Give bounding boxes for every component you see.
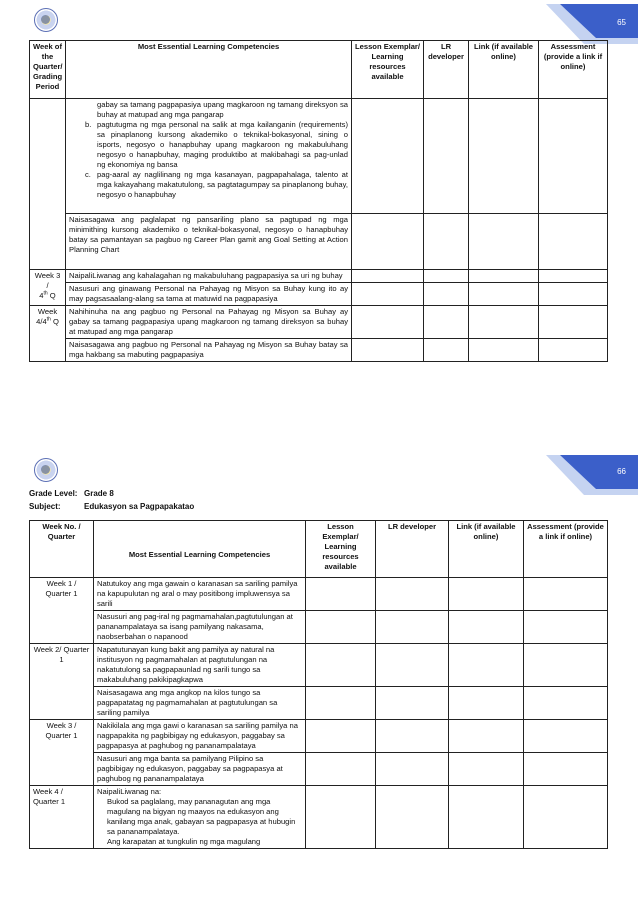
competency-intro: NaipaliLiwanag na: (97, 787, 162, 797)
table-row (30, 786, 608, 849)
week-cell: Week 2/ Quarter 1 (30, 644, 94, 720)
subject-value: Edukasyon sa Pagpapakatao (84, 502, 195, 511)
competency-body-2: Ang karapatan at tungkulin ng mga magulang (107, 837, 261, 847)
grade-level-value: Grade 8 (84, 489, 114, 498)
competency-cell: Naisasagawa ang mga angkop na kilos tungo sa pagpapatatag ng pagmamahalan at pagtutulungan sa sariling pamilya (94, 687, 306, 720)
table-row (30, 753, 608, 786)
subject-label: Subject: (29, 502, 61, 511)
table-row (30, 720, 608, 753)
competency-cell: Nasusuri ang mga banta sa pamilyang Pilipino sa pagbibigay ng edukasyon, paggabay sa pagpapasya at paghubog ng pananampalataya (94, 753, 306, 786)
page-number: 65 (617, 18, 626, 27)
table-header-row (30, 521, 608, 578)
competency-cell: Nahihinuha na ang pagbuo ng Personal na Pahayag ng Misyon sa Buhay ay gabay sa tamang pagpapasiya upang magkaroon ng tamang direksyon sa buhay at matupad ang mga pangarap (66, 306, 352, 339)
table-row (30, 644, 608, 687)
table-row (30, 578, 608, 611)
header-assessment: Assessment (provide a link if online) (524, 521, 608, 578)
competency-cell: gabay sa tamang pagpapasiya upang magkaroon ng tamang direksyon sa buhay at matupad ang mga pangarap b. pagtutugma ng mga personal na salik at mga kailanganin (requirements) sa pinaplanong kursong akademiko o teknikal-bokasyonal, sining o isports, negosyo o hanapbuhay upang magkaroon ng makabuluhang negosyo o hanapbuhay, maging produktibo at makibahagi sa pag-unlad ng ekonomiya ng bansa c. pag-aaral ay naglilinang ng mga kasanayan, pagpapahalaga, talento at mga kakayahang makatutulong, sa pagtatagumpay sa pinaplanong buhay, negosyo o hanapbuhay (66, 99, 352, 214)
week-cell: Week 3 / 4th Q (30, 270, 66, 306)
subject-line (29, 502, 194, 513)
header-link: Link (if available online) (449, 521, 524, 578)
grade-level-line (29, 489, 114, 500)
week-cell: Week 4 / Quarter 1 (30, 786, 94, 849)
melc-table-66 (29, 520, 608, 849)
header-week: Week of the Quarter/ Grading Period (30, 41, 66, 99)
header-melc: Most Essential Learning Competencies (66, 41, 352, 99)
header-lr: LR developer (376, 521, 449, 578)
competency-cell: Naisasagawa ang paglalapat ng pansariling plano sa pagtupad ng mga minimithing kursong akademiko o teknikal-bokasyonal, negosyo o hanapbuhay batay sa pamantayan sa pagbuo ng Career Plan gamit ang Goal Setting at Action Planning Chart (66, 214, 352, 270)
competency-cell (94, 786, 306, 849)
table-row (30, 306, 608, 339)
table-header-row (30, 41, 608, 99)
deped-seal-icon (34, 458, 58, 482)
header-week: Week No. / Quarter (30, 521, 94, 578)
table-row (30, 270, 608, 283)
table-row (30, 99, 608, 214)
competency-cell: Natutukoy ang mga gawain o karanasan sa sariling pamilya na kapupulutan ng aral o may positibong impluwensya sa sarili (94, 578, 306, 611)
competency-item-c: pag-aaral ay naglilinang ng mga kasanayan, pagpapahalaga, talento at mga kakayahang makatutulong, sa pagtatagumpay sa pinaplanong buhay, negosyo o hanapbuhay (97, 170, 348, 200)
melc-table-65 (29, 40, 608, 362)
table-row (30, 687, 608, 720)
table-row (30, 214, 608, 270)
header-link: Link (if available online) (469, 41, 539, 99)
week-cell: Week 4/4th Q (30, 306, 66, 362)
header-melc: Most Essential Learning Competencies (94, 521, 306, 578)
grade-level-label: Grade Level: (29, 489, 78, 498)
deped-seal-icon (34, 8, 58, 32)
competency-cell: Nasusuri ang ginawang Personal na Pahayag ng Misyon sa Buhay kung ito ay may pagsasaalang-alang sa tama at matuwid na pagpapasiya (66, 283, 352, 306)
page-separator (0, 420, 638, 447)
competency-cell: Nakikilala ang mga gawi o karanasan sa sariling pamilya na nagpapakita ng pagbibigay ng edukasyon, paggabay sa pagpapasya at paghubog ng pananampalataya (94, 720, 306, 753)
header-assessment: Assessment (provide a link if online) (539, 41, 608, 99)
table-row (30, 339, 608, 362)
week-cell: Week 1 / Quarter 1 (30, 578, 94, 644)
page-number: 66 (617, 467, 626, 476)
competency-cell: Naisasagawa ang pagbuo ng Personal na Pahayag ng Misyon sa Buhay batay sa mga hakbang sa mabuting pagpapasiya (66, 339, 352, 362)
page-66 (0, 447, 638, 902)
competency-cell: NaipaliLiwanag ang kahalagahan ng makabuluhang pagpapasiya sa uri ng buhay (66, 270, 352, 283)
header-lesson: Lesson Exemplar/ Learning resources available (352, 41, 424, 99)
table-row (30, 611, 608, 644)
competency-body: Bukod sa paglalang, may pananagutan ang mga magulang na bigyan ng maayos na edukasyon ang kanilang mga anak, gabayan sa pagpapasya at hubugin sa pananampalataya. (107, 797, 296, 837)
competency-item-b: pagtutugma ng mga personal na salik at mga kailanganin (requirements) sa pinaplanong kursong akademiko o teknikal-bokasyonal, sining o isports, negosyo o hanapbuhay upang magkaroon ng makabuluhang negosyo o hanapbuhay, maging produktibo at makibahagi sa pag-unlad ng ekonomiya ng bansa (97, 120, 348, 170)
header-lr: LR developer (424, 41, 469, 99)
competency-cell: Napatutunayan kung bakit ang pamilya ay natural na institusyon ng pagmamahalan at pagtutulungan na nakatutulong sa pagpapaunlad ng sarili tungo sa makabuluhang pakikipagkapwa (94, 644, 306, 687)
competency-intro: gabay sa tamang pagpapasiya upang magkaroon ng tamang direksyon sa buhay at matupad ang mga pangarap (97, 100, 348, 120)
week-cell: Week 3 / Quarter 1 (30, 720, 94, 786)
table-row (30, 283, 608, 306)
competency-cell: Nasusuri ang pag-iral ng pagmamahalan,pagtutulungan at pananampalataya sa isang pamilyang nakasama, naobserbahan o napanood (94, 611, 306, 644)
page-65 (0, 0, 638, 420)
header-lesson: Lesson Exemplar/ Learning resources available (306, 521, 376, 578)
